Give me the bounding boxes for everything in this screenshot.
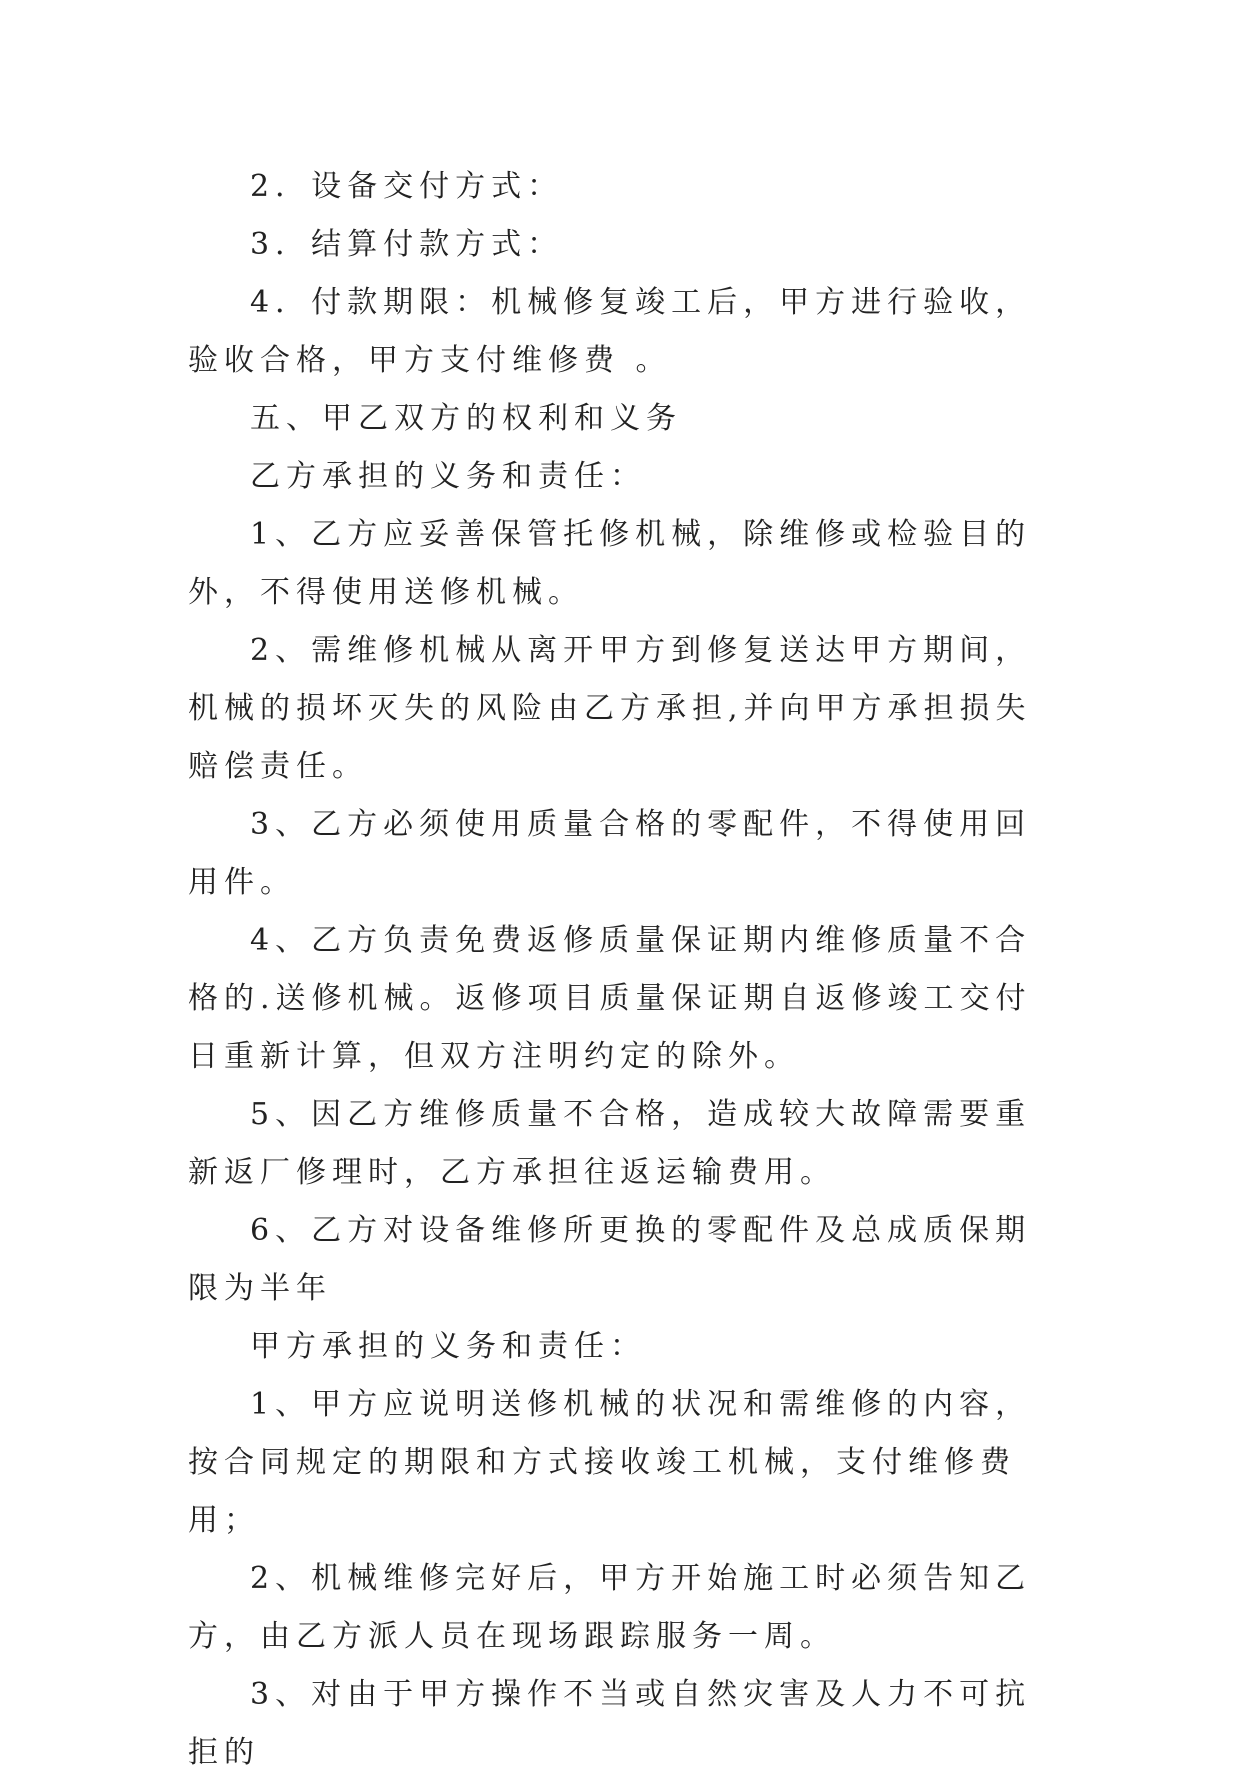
paragraph-party-a-duty-1: 1、甲方应说明送修机械的状况和需维修的内容，按合同规定的期限和方式接收竣工机械，支付维修费用； [188,1387,1032,1538]
paragraph-party-a-duty-2: 2、机械维修完好后，甲方开始施工时必须告知乙方，由乙方派人员在现场跟踪服务一周。 [188,1561,1032,1654]
subheading-party-a-duties: 甲方承担的义务和责任： [250,1329,646,1364]
paragraph-party-b-duty-4: 4、乙方负责免费返修质量保证期内维修质量不合格的.送修机械。返修项目质量保证期自返修竣工交付日重新计算，但双方注明约定的除外。 [188,923,1032,1074]
paragraph-party-b-duty-2: 2、需维修机械从离开甲方到修复送达甲方期间，机械的损坏灭失的风险由乙方承担,并向甲方承担损失赔偿责任。 [188,633,1032,784]
paragraph-delivery-method: 2．设备交付方式： [250,169,564,204]
paragraph-party-b-duty-6: 6、乙方对设备维修所更换的零配件及总成质保期限为半年 [188,1213,1032,1306]
paragraph-party-b-duty-3: 3、乙方必须使用质量合格的零配件，不得使用回用件。 [188,807,1032,900]
subheading-party-b-duties: 乙方承担的义务和责任： [250,459,646,494]
paragraph-party-b-duty-1: 1、乙方应妥善保管托修机械，除维修或检验目的外，不得使用送修机械。 [188,517,1032,610]
document-body [188,158,1058,1782]
paragraph-party-b-duty-5: 5、因乙方维修质量不合格，造成较大故障需要重新返厂修理时，乙方承担往返运输费用。 [188,1097,1032,1190]
paragraph-party-a-duty-3: 3、对由于甲方操作不当或自然灾害及人力不可抗拒的 [188,1677,1032,1770]
section-heading-rights-obligations: 五、甲乙双方的权利和义务 [250,401,682,436]
paragraph-settlement-method: 3．结算付款方式： [250,227,564,262]
paragraph-payment-term: 4．付款期限：机械修复竣工后，甲方进行验收，验收合格，甲方支付维修费 。 [188,285,1032,378]
